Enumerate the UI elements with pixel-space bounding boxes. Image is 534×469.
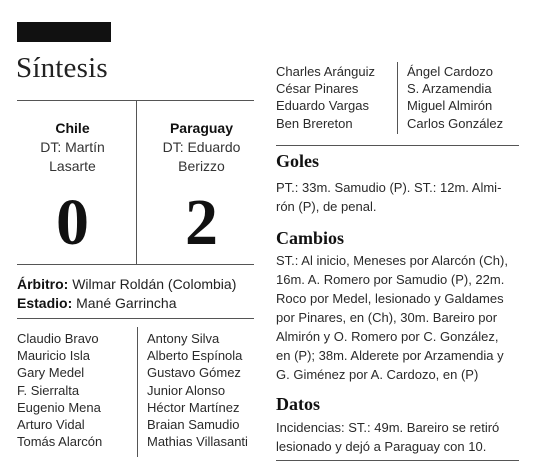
stadium-line [17, 293, 177, 313]
team-away [143, 119, 260, 258]
cambios-line: en (P); 38m. Alderete por Arzamendia y [276, 348, 504, 363]
player: Junior Alonso [147, 382, 226, 398]
stadium-name: Mané Garrincha [76, 295, 177, 311]
player: Gary Medel [17, 365, 85, 381]
divider-right-2 [276, 460, 519, 461]
cambios-text [276, 251, 519, 384]
datos-line: lesionado y dejó a Paraguay con 10. [276, 439, 487, 454]
divider-lineups [137, 327, 138, 457]
divider-topcols [397, 62, 398, 134]
team-away-dt-name: Berizzo [178, 158, 225, 174]
team-home-dt: DT: Martín [40, 139, 105, 155]
team-away-dt: DT: Eduardo [162, 139, 241, 155]
player: Charles Aránguiz [276, 64, 375, 79]
referee-line [17, 274, 236, 294]
cambios-line: G. Giménez por A. Cardozo, en (P) [276, 367, 479, 382]
section-marker-bar [17, 22, 111, 42]
player: Carlos González [407, 115, 504, 131]
lineup-paraguay [147, 330, 248, 450]
player: Gustavo Gómez [147, 365, 241, 381]
player: Arturo Vidal [17, 416, 85, 432]
cambios-line: por Pinares, en (Ch), 30m. Bareiro por [276, 310, 498, 325]
player: Ángel Cardozo [407, 64, 493, 79]
player: Claudio Bravo [17, 331, 99, 346]
divider-score [17, 264, 254, 265]
divider-info [17, 318, 254, 319]
player: César Pinares [276, 81, 359, 97]
lineup-chile-cont [276, 63, 375, 132]
cambios-line: Roco por Medel, lesionado y Galdames [276, 291, 504, 306]
player: S. Arzamendia [407, 81, 492, 97]
player: Alberto Espínola [147, 348, 243, 364]
cambios-line: Almirón y O. Romero por C. González, [276, 329, 499, 344]
player: Eugenio Mena [17, 399, 101, 415]
divider-teams [136, 100, 137, 264]
team-away-score: 2 [185, 186, 218, 259]
player: F. Sierralta [17, 382, 80, 398]
cambios-line: 16m. A. Romero por Samudio (P), 22m. [276, 272, 505, 287]
player: Miguel Almirón [407, 98, 493, 114]
player: Tomás Alarcón [17, 434, 103, 450]
player: Héctor Martínez [147, 399, 240, 415]
referee-label: Árbitro: [17, 276, 69, 292]
divider-right-1 [276, 145, 519, 146]
cambios-heading: Cambios [276, 228, 345, 248]
lineup-chile [17, 330, 102, 450]
team-home [14, 119, 131, 258]
stadium-label: Estadio: [17, 295, 73, 311]
datos-line: Incidencias: ST.: 49m. Bareiro se retiró [276, 420, 500, 435]
player: Eduardo Vargas [276, 98, 369, 114]
player: Mauricio Isla [17, 348, 90, 364]
goles-line: PT.: 33m. Samudio (P). ST.: 12m. Almi- [276, 180, 502, 195]
player: Antony Silva [147, 331, 220, 346]
team-home-score: 0 [56, 186, 89, 259]
player: Mathias Villasanti [147, 434, 248, 450]
team-home-dt-name: Lasarte [49, 158, 96, 174]
goles-heading: Goles [276, 151, 319, 171]
lineup-paraguay-cont [407, 63, 503, 132]
datos-text [276, 418, 519, 456]
player: Ben Brereton [276, 115, 353, 131]
goles-line: rón (P), de penal. [276, 199, 377, 214]
page-title: Síntesis [16, 52, 108, 84]
goles-text [276, 178, 519, 216]
cambios-line: ST.: Al inicio, Meneses por Alarcón (Ch), [276, 253, 508, 268]
team-home-name: Chile [55, 120, 90, 136]
team-away-name: Paraguay [169, 120, 234, 136]
referee-name: Wilmar Roldán (Colombia) [72, 276, 237, 292]
player: Braian Samudio [147, 416, 240, 432]
datos-heading: Datos [276, 394, 320, 414]
